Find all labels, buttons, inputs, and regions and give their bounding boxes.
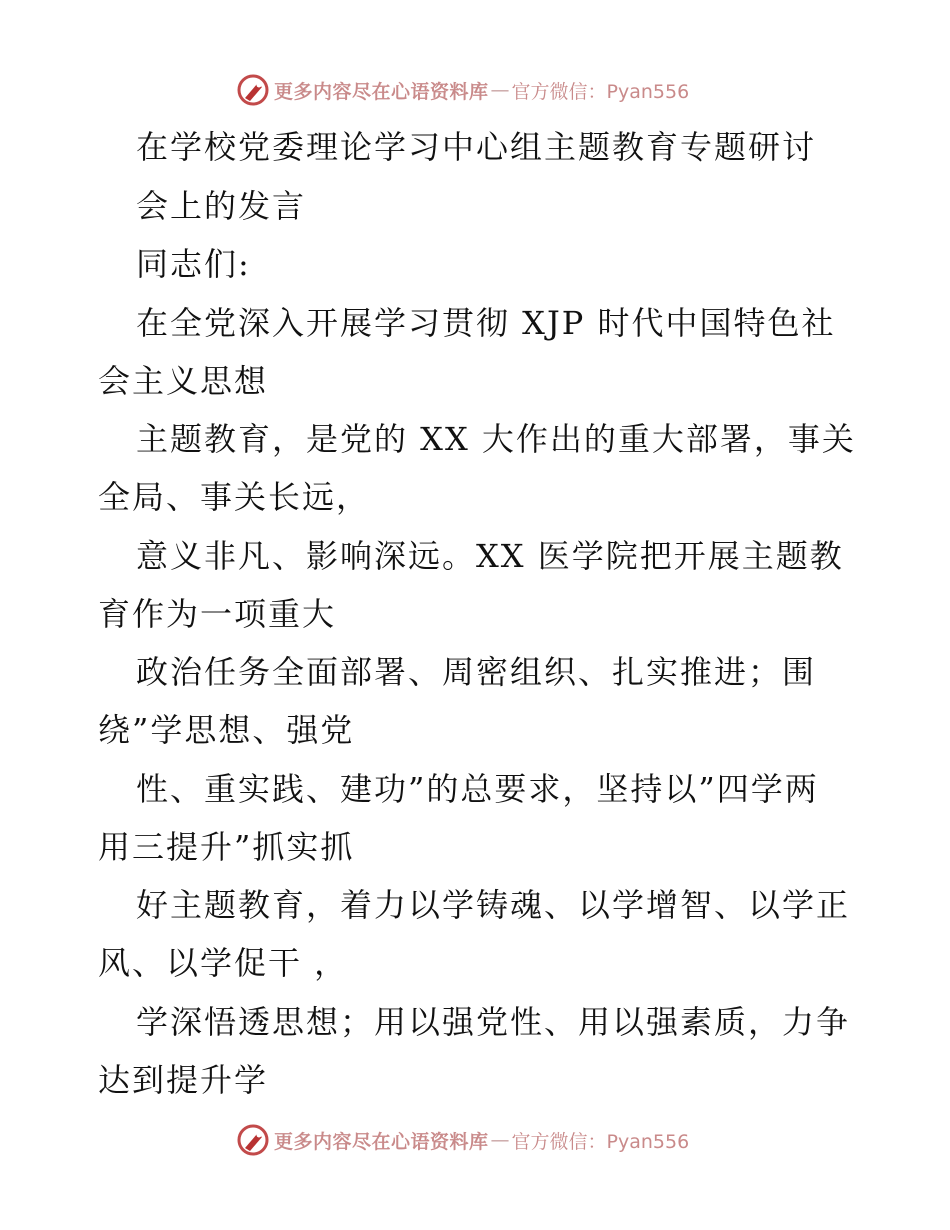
paragraph-line: 性、重实践、建功”的总要求，坚持以”四学两 [136,770,819,808]
watermark-contact: 官方微信：Pyan556 [511,1130,690,1153]
watermark-separator: — [490,79,510,101]
paragraph-line: 在全党深入开展学习贯彻 XJP 时代中国特色社 [136,304,836,342]
pen-nib-logo-icon [236,73,270,107]
salutation: 同志们: [136,245,251,283]
paragraph-line: 育作为一项重大 [98,595,337,633]
title-line-2: 会上的发言 [136,187,307,225]
paragraph-line: 全局、事关长远， [98,478,371,516]
paragraph-line: 会主义思想 [98,362,269,400]
watermark-text: 更多内容尽在心语资料库 [274,1130,489,1153]
pen-nib-logo-icon [236,1123,270,1157]
paragraph-line: 政治任务全面部署、周密组织、扎实推进；围 [136,653,817,691]
paragraph-line: 好主题教育，着力以学铸魂、以学增智、以学正 [136,886,851,924]
paragraph-line: 达到提升学 [98,1061,269,1099]
footer-watermark [236,1123,689,1157]
paragraph-line: 意义非凡、影响深远。XX 医学院把开展主题教 [136,537,844,575]
header-watermark [236,73,689,107]
paragraph-line: 主题教育，是党的 XX 大作出的重大部署，事关 [136,420,856,458]
paragraph-line: 用三提升”抓实抓 [98,828,355,866]
paragraph-line: 绕”学思想、强党 [98,711,355,749]
title-line-1: 在学校党委理论学习中心组主题教育专题研讨 [136,128,817,166]
watermark-contact: 官方微信：Pyan556 [511,80,690,103]
watermark-separator: — [490,1129,510,1151]
paragraph-line: 风、以学促干 ， [98,944,349,982]
watermark-text: 更多内容尽在心语资料库 [274,80,489,103]
paragraph-line: 学深悟透思想；用以强党性、用以强素质，力争 [136,1003,851,1041]
